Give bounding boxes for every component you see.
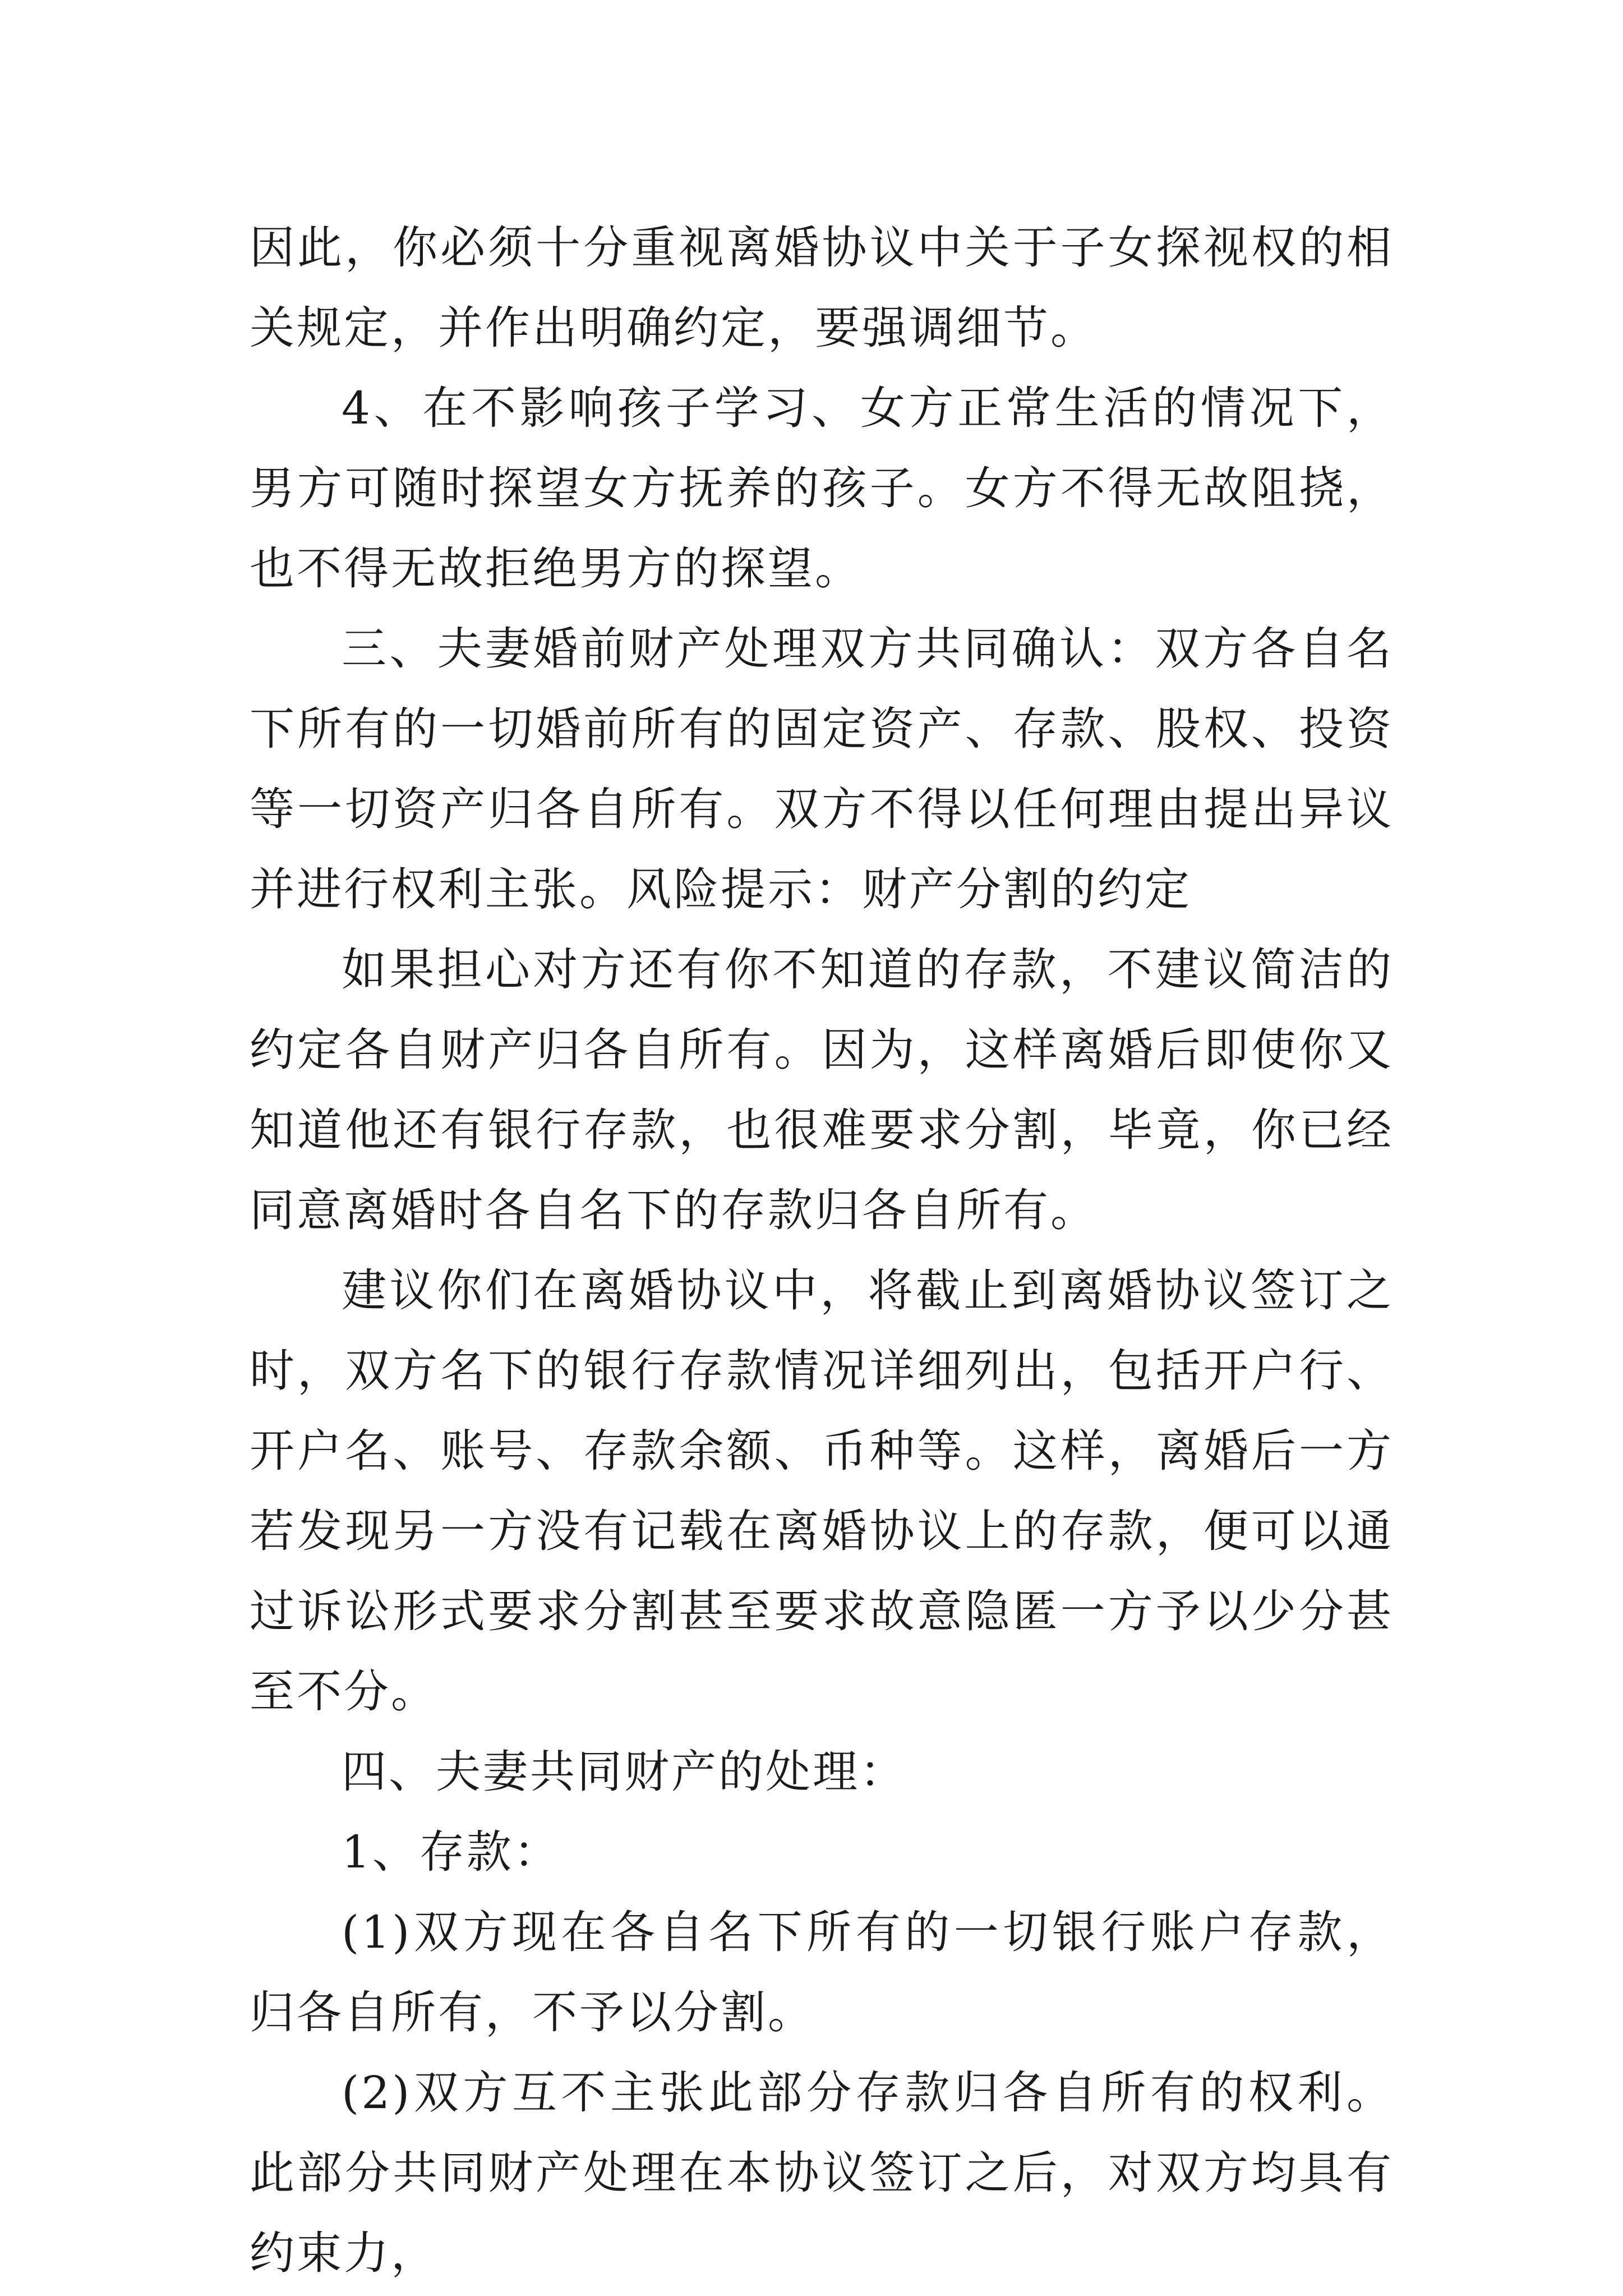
paragraph-2: 4、在不影响孩子学习、女方正常生活的情况下，男方可随时探望女方抚养的孩子。女方不得无故阻挠，也不得无故拒绝男方的探望。: [250, 382, 1394, 595]
paragraph-item-1: (1)双方现在各自名下所有的一切银行账户存款，归各自所有，不予以分割。: [250, 1906, 1394, 2039]
paragraph-4: 如果担心对方还有你不知道的存款，不建议简洁的约定各自财产归各自所有。因为，这样离婚后即使你又知道他还有银行存款，也很难要求分割，毕竟，你已经同意离婚时各自名下的存款归各自所有。: [250, 944, 1394, 1236]
paragraph-item-2: (2)双方互不主张此部分存款归各自所有的权利。此部分共同财产处理在本协议签订之后，对双方均具有约束力，: [250, 2067, 1394, 2279]
document-body: [250, 208, 1394, 2293]
paragraph-5: 建议你们在离婚协议中，将截止到离婚协议签订之时，双方名下的银行存款情况详细列出，包括开户行、开户名、账号、存款余额、币种等。这样，离婚后一方若发现另一方没有记载在离婚协议上的存款，便可以通过诉讼形式要求分割甚至要求故意隐匿一方予以少分甚至不分。: [250, 1264, 1394, 1718]
paragraph-1: 因此，你必须十分重视离婚协议中关于子女探视权的相关规定，并作出明确约定，要强调细节。: [250, 222, 1394, 354]
section-heading-4: 四、夫妻共同财产的处理：: [342, 1746, 907, 1798]
subsection-heading-deposits: 1、存款：: [342, 1826, 561, 1878]
paragraph-3: 三、夫妻婚前财产处理双方共同确认：双方各自名下所有的一切婚前所有的固定资产、存款、股权、投资等一切资产归各自所有。双方不得以任何理由提出异议并进行权利主张。风险提示：财产分割的约定: [250, 623, 1394, 915]
